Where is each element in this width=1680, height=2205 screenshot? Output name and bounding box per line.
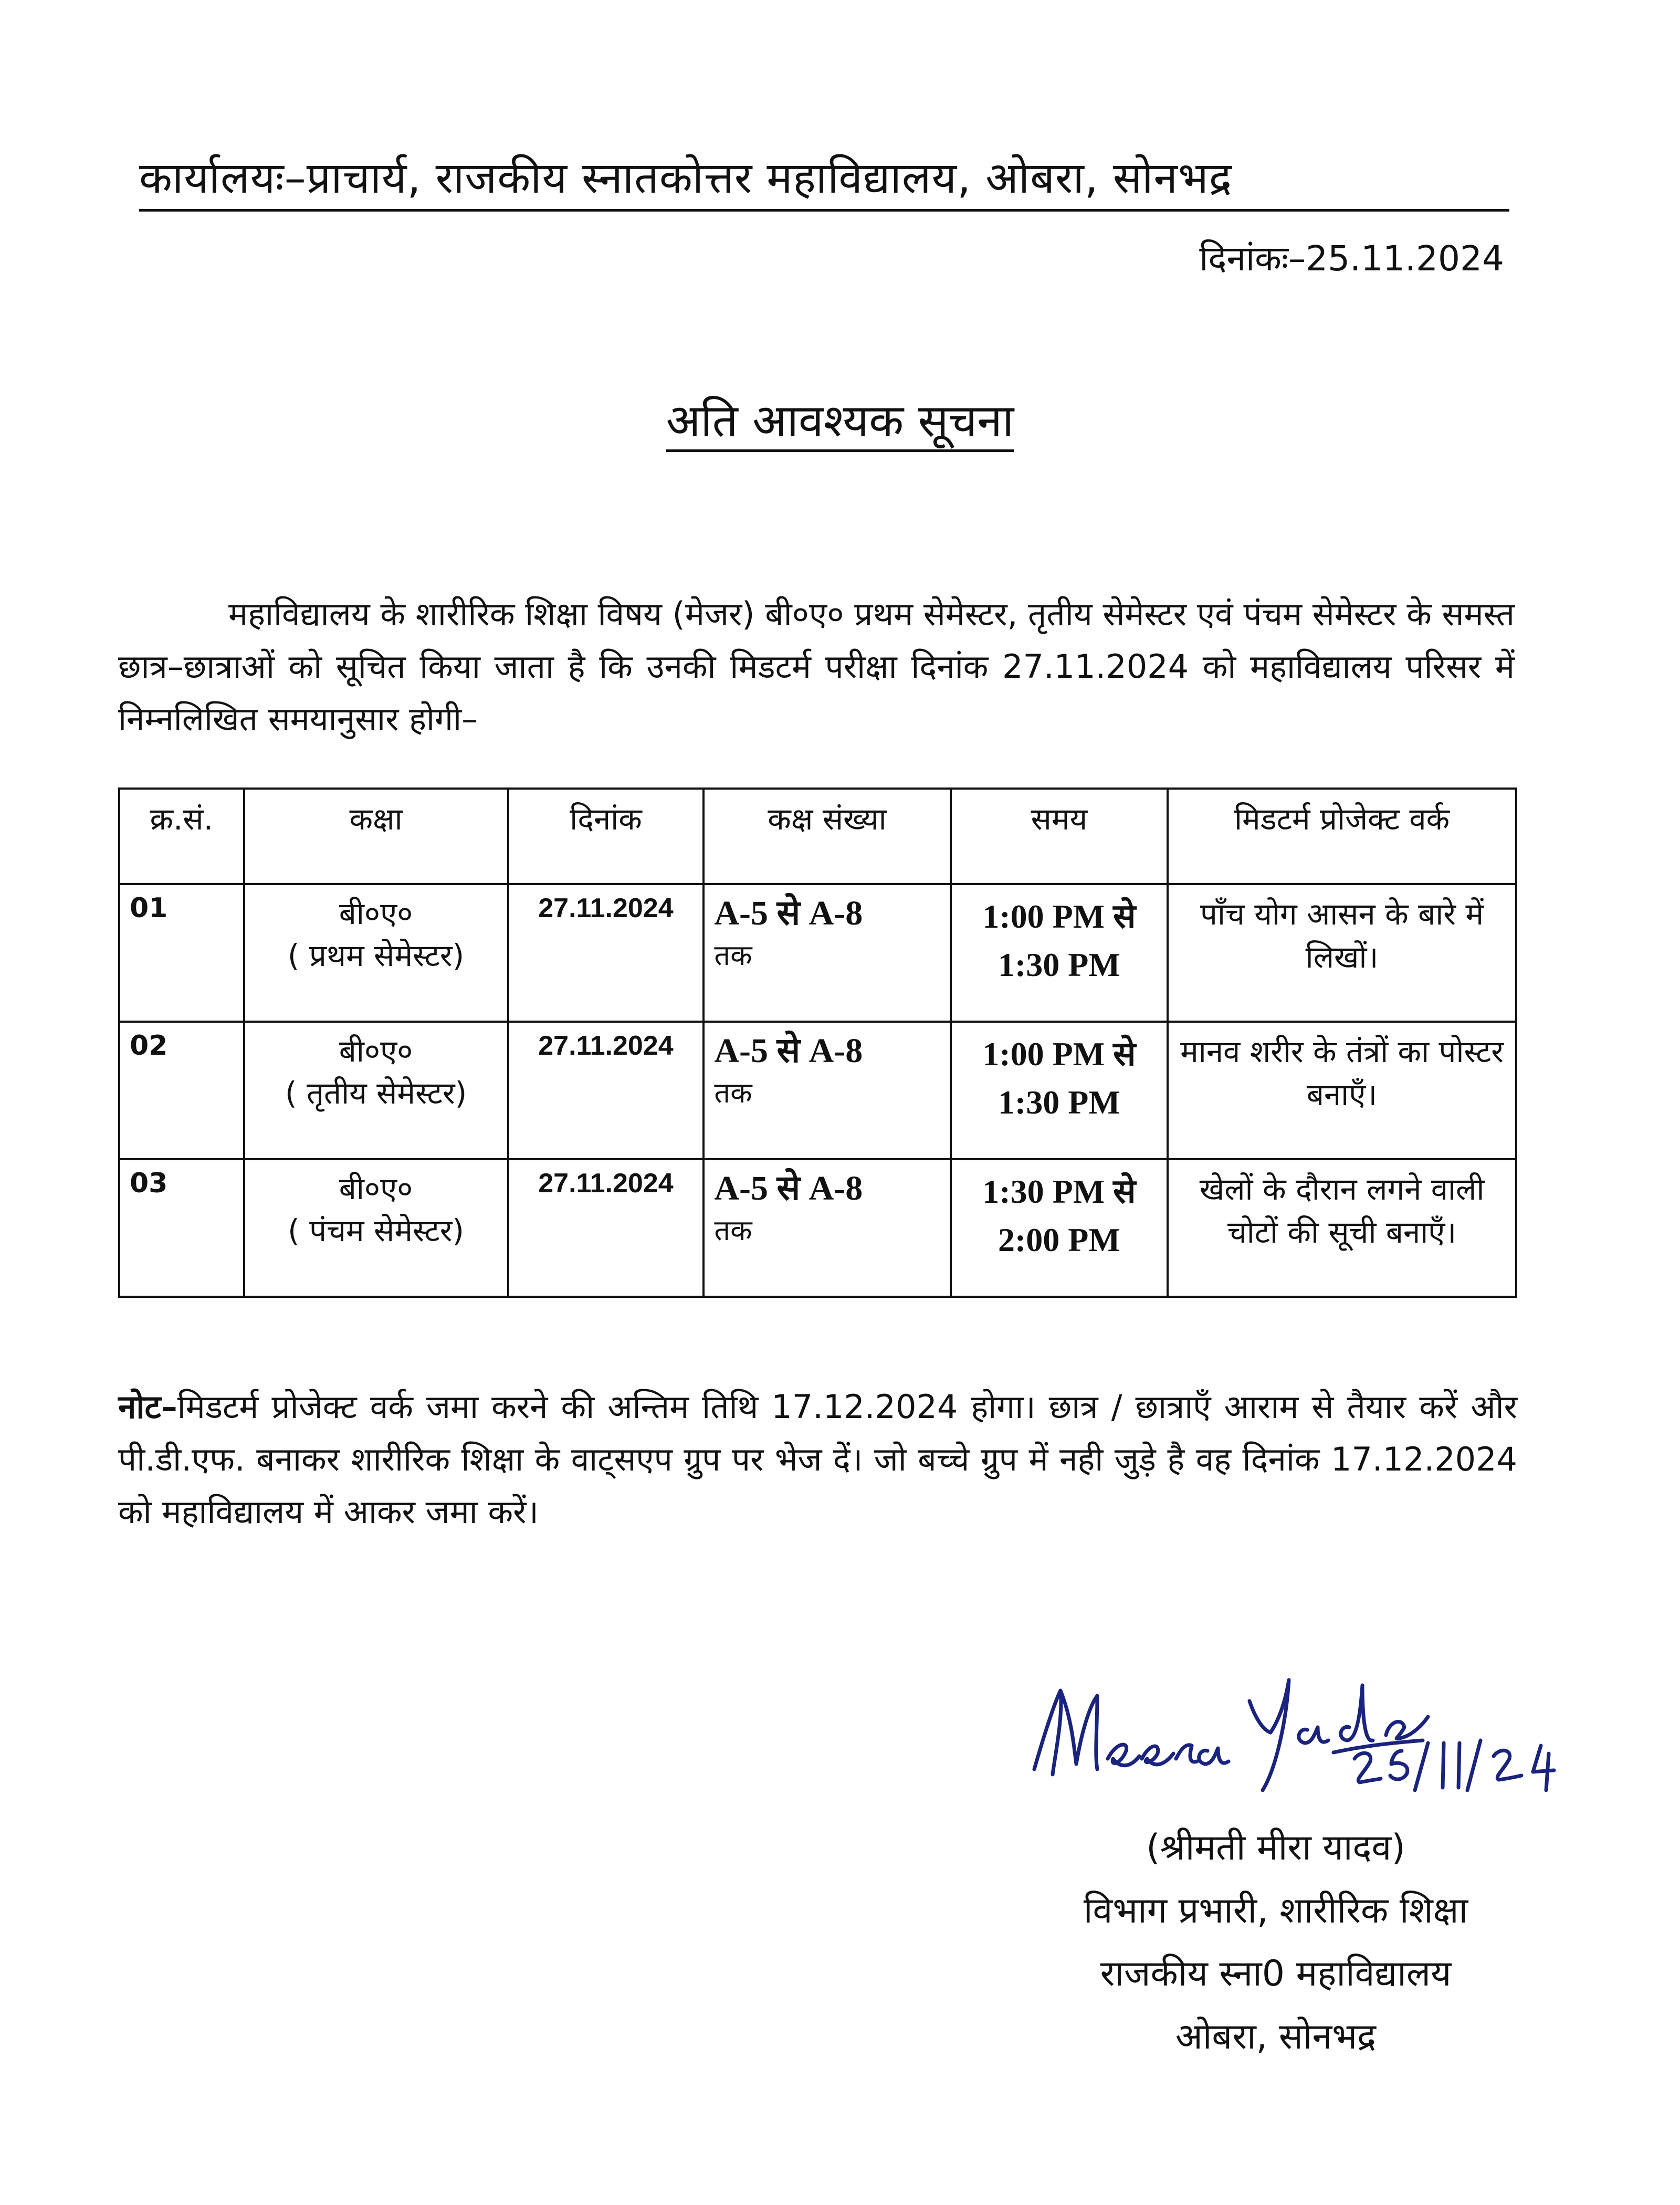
header-project-work: मिडटर्म प्रोजेक्ट वर्क — [1168, 789, 1516, 884]
room-suffix: तक — [714, 939, 752, 972]
room-suffix: तक — [714, 1214, 752, 1247]
row-time — [951, 1159, 1168, 1297]
row-class — [244, 1159, 508, 1297]
time-start: 1:00 PM से — [982, 898, 1136, 935]
notice-date: दिनांकः–25.11.2024 — [1199, 238, 1504, 279]
room-range: A-5 से A-8 — [714, 894, 863, 932]
signatory-designation: विभाग प्रभारी, शारीरिक शिक्षा — [1083, 1890, 1468, 1931]
office-title: कार्यालयः–प्राचार्य, राजकीय स्नातकोत्तर महाविद्यालय, ओबरा, सोनभद्र — [139, 147, 1509, 212]
header-class: कक्षा — [244, 789, 508, 884]
class-name: बी०ए० — [339, 896, 413, 931]
time-end: 1:30 PM — [998, 946, 1120, 983]
class-name: बी०ए० — [339, 1033, 413, 1069]
header-time: समय — [951, 789, 1168, 884]
row-time — [951, 1022, 1168, 1159]
table-row — [119, 884, 1516, 1022]
row-room — [704, 884, 950, 1022]
signatory-name: (श्रीमती मीरा यादव) — [1146, 1827, 1405, 1868]
signatory-institution: राजकीय स्ना0 महाविद्यालय — [1100, 1953, 1452, 1994]
row-date: 27.11.2024 — [508, 1159, 704, 1297]
note-label: नोट– — [118, 1388, 177, 1426]
row-date: 27.11.2024 — [508, 1022, 704, 1159]
row-class — [244, 1022, 508, 1159]
room-range: A-5 से A-8 — [714, 1032, 863, 1070]
room-suffix: तक — [714, 1076, 752, 1109]
row-project-work: पाँच योग आसन के बारे में लिखों। — [1168, 884, 1516, 1022]
intro-paragraph: महाविद्यालय के शारीरिक शिक्षा विषय (मेजर) बी०ए० प्रथम सेमेस्टर, तृतीय सेमेस्टर एवं पंचम सेमेस्टर के समस्त छात्र–छात्राओं को सूचित किया जाता है कि उनकी मिडटर्म परीक्षा दिनांक 27.11.2024 को महाविद्यालय परिसर में निम्नलिखित समयानुसार होगी– — [118, 595, 1515, 738]
exam-schedule-table — [118, 788, 1517, 1298]
note-paragraph — [118, 1381, 1517, 1538]
row-room — [704, 1159, 950, 1297]
row-serial: 03 — [119, 1159, 244, 1297]
row-time — [951, 884, 1168, 1022]
row-serial: 02 — [119, 1022, 244, 1159]
table-row — [119, 1159, 1516, 1297]
time-end: 2:00 PM — [998, 1221, 1120, 1258]
time-start: 1:00 PM से — [982, 1035, 1136, 1073]
signature-block — [987, 1816, 1564, 2068]
note-text: मिडटर्म प्रोजेक्ट वर्क जमा करने की अन्तिम तिथि 17.12.2024 होगा। छात्र / छात्राएँ आराम से तैयार करें और पी.डी.एफ. बनाकर शारीरिक शिक्षा के वाट्सएप ग्रुप पर भेज दें। जो बच्चे ग्रुप में नही जुड़े है वह दिनांक 17.12.2024 को महाविद्यालय में आकर जमा करें। — [118, 1388, 1517, 1531]
signatory-place: ओबरा, सोनभद्र — [1175, 2016, 1377, 2057]
class-semester: ( प्रथम सेमेस्टर) — [287, 938, 465, 973]
time-end: 1:30 PM — [998, 1084, 1120, 1121]
header-room: कक्ष संख्या — [704, 789, 950, 884]
row-room — [704, 1022, 950, 1159]
row-class — [244, 884, 508, 1022]
handwritten-signature — [1024, 1638, 1612, 1811]
class-semester: ( पंचम सेमेस्टर) — [288, 1213, 465, 1248]
notice-heading — [0, 388, 1680, 450]
signature-strokes — [1034, 1680, 1554, 1790]
row-date: 27.11.2024 — [508, 884, 704, 1022]
row-project-work: खेलों के दौरान लगने वाली चोटों की सूची बनाएँ। — [1168, 1159, 1516, 1297]
time-start: 1:30 PM से — [982, 1173, 1136, 1210]
header-serial: क्र.सं. — [119, 789, 244, 884]
table-row — [119, 1022, 1516, 1159]
table-header-row — [119, 789, 1516, 884]
row-project-work: मानव शरीर के तंत्रों का पोस्टर बनाएँ। — [1168, 1022, 1516, 1159]
room-range: A-5 से A-8 — [714, 1169, 863, 1208]
notice-heading-text: अति आवश्यक सूचना — [666, 395, 1014, 452]
class-name: बी०ए० — [339, 1171, 413, 1206]
row-serial: 01 — [119, 884, 244, 1022]
class-semester: ( तृतीय सेमेस्टर) — [285, 1075, 467, 1111]
header-date: दिनांक — [508, 789, 704, 884]
